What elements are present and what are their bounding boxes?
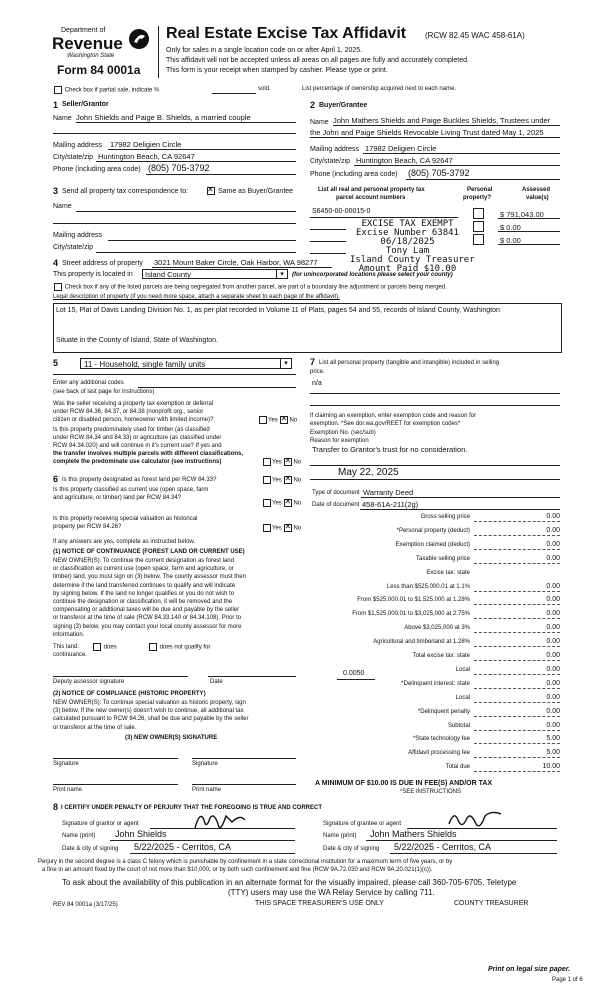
tax-row-line <box>474 604 560 605</box>
new-owner-signature-1[interactable] <box>53 758 178 759</box>
personal-property-label: List all personal property (tangible and intangible) included in selling <box>319 360 500 366</box>
corr-name-field[interactable] <box>76 211 296 212</box>
seller-city-value[interactable]: Huntington Beach, CA 92647 <box>98 152 195 161</box>
partial-sale-row <box>53 86 159 94</box>
section5-number: 5 <box>53 358 59 368</box>
corr-city-field[interactable] <box>96 252 296 253</box>
tax-row-line <box>474 702 560 703</box>
alt-format-line-1: To ask about the availability of this publication in an alternate format for the visually impaired, please call 360-705-6705. Teletype <box>62 878 517 887</box>
historical-yes-no <box>262 524 301 532</box>
tax-row-value[interactable]: 0.00 <box>546 540 560 548</box>
land-use-select[interactable] <box>80 358 292 369</box>
buyer-name-line-2 <box>310 137 560 138</box>
deputy-date-label: Date <box>210 679 223 685</box>
assessed-header-1: Assessed <box>522 187 551 193</box>
buyer-name-value-1[interactable]: John Mathers Shields and Paige Buckles Shields, Trustees under <box>333 116 551 125</box>
tax-row-value[interactable]: 10.00 <box>542 763 560 771</box>
stamp-line-6: Amount Paid $10.00 <box>358 264 457 274</box>
corr-name-label: Name <box>53 203 72 210</box>
continuance-line: or classification as current use (open space, farm and agriculture, or <box>53 566 234 573</box>
assessed-value-3[interactable]: $ 0.00 <box>500 236 521 245</box>
buyer-name-value-2[interactable]: the John and Paige Shields Revocable Living Trust dated May 1, 2025 <box>310 128 544 137</box>
subtitle-3: This form is your receipt when stamped by cashier. Please type or print. <box>166 67 388 74</box>
deputy-date-field[interactable] <box>208 676 296 677</box>
legal-description-line-2: Situate in the County of Island, State of Washington. <box>56 337 219 344</box>
buyer-name-label: Name <box>310 119 329 126</box>
dept-label: Department of <box>61 27 106 34</box>
buyer-city-value[interactable]: Huntington Beach, CA 92647 <box>356 156 453 165</box>
timber-q-5: complete the predominate use calculator (see instructions) <box>53 459 222 465</box>
see-instructions-note: *SEE INSTRUCTIONS <box>400 789 462 795</box>
tax-row-value[interactable]: 0.00 <box>546 596 560 604</box>
page-number: Page 1 of 6 <box>552 977 583 983</box>
parcel-line-2 <box>310 229 346 230</box>
corr-city-label: City/state/zip <box>53 244 94 251</box>
grantor-name-value[interactable]: John Shields <box>115 829 167 839</box>
parcel-line-3 <box>310 241 346 242</box>
continuance-body <box>53 557 246 639</box>
exemption-claim-2: exemption. *See dor.wa.gov/REET for exemption codes* <box>310 421 461 427</box>
list-pct-note: List percentage of ownership acquired next to each name. <box>302 86 457 92</box>
if-any-yes-note: If any answers are yes, complete as instructed below. <box>53 539 196 545</box>
buyer-phone-line <box>406 179 560 180</box>
tax-row-label: From $525,000.01 to $1,525,000 at 1.28% <box>357 597 470 604</box>
exemption-yes-checkbox[interactable] <box>259 416 267 424</box>
seller-name-value[interactable]: John Shields and Paige B. Shields, a married couple <box>76 113 251 122</box>
signature-label-2: Signature <box>192 761 218 767</box>
new-owner-print-1[interactable] <box>53 784 178 785</box>
current-use-yes-no <box>262 499 301 507</box>
chevron-down-icon[interactable]: ▾ <box>276 269 288 279</box>
exemption-no-label: Exemption No. (sec/sub) <box>310 430 376 436</box>
doc-date-label: Date of document <box>312 502 360 508</box>
tax-row-value[interactable]: 5.00 <box>546 735 560 743</box>
tax-row-label: Taxable selling price <box>415 555 470 562</box>
yes-label: Yes <box>272 525 282 532</box>
grantor-date-line <box>130 853 295 854</box>
does-not-checkbox[interactable] <box>149 643 157 651</box>
continuance-label: continuance. <box>53 652 88 658</box>
section2-number: 2 <box>310 100 316 110</box>
same-as-buyer-row <box>206 187 293 195</box>
subtitle-1: Only for sales in a single location code on or after April 1, 2025. <box>166 47 363 54</box>
tax-row-value[interactable]: 5.00 <box>546 749 560 757</box>
doc-type-label: Type of document <box>312 490 360 496</box>
tax-row-label: Local <box>455 694 470 701</box>
section6-number: 6 <box>53 474 59 484</box>
correspondence-label: Send all property tax correspondence to: <box>62 188 189 195</box>
see-back-note: (see back of last page for instructions) <box>53 389 155 395</box>
continuance-line: by signing below. If the land no longer qualifies or you do not wish to <box>53 590 235 597</box>
buyer-mailing-label: Mailing address <box>310 146 360 153</box>
tax-row-value[interactable]: 0.00 <box>546 665 560 673</box>
tax-row-label: Subtotal <box>447 722 470 729</box>
legal-paper-note: Print on legal size paper. <box>488 966 571 973</box>
reason-line <box>310 465 560 466</box>
local-rate-line <box>337 679 375 680</box>
no-label: No <box>293 477 302 484</box>
street-address-label: Street address of property <box>62 260 143 267</box>
tax-row-value[interactable]: 0.00 <box>546 610 560 618</box>
continuance-line: or transferor at the time of sale (RCW 84.33.140 or 84.34.108). Prior to <box>53 615 242 622</box>
timber-yes-no <box>262 458 301 466</box>
revenue-logo-text: Revenue <box>52 34 123 53</box>
forest-yes-no <box>262 476 301 484</box>
alt-format-line-2: (TTY) users may use the WA Relay Service by calling 711. <box>228 888 435 897</box>
continuance-line: determine if the land transferred continues to qualify and will indicate <box>53 582 236 589</box>
historical-no-checkbox[interactable] <box>284 524 292 532</box>
section5-divider <box>53 374 296 375</box>
timber-yes-checkbox[interactable] <box>263 458 271 466</box>
new-owner-signature-2[interactable] <box>192 758 296 759</box>
local-rate-value[interactable]: 0.0050 <box>343 670 365 677</box>
no-label: No <box>293 525 302 532</box>
tax-row-line <box>474 771 560 772</box>
corr-name-field-2[interactable] <box>53 223 296 224</box>
land-use-value: 11 - Household, single family units <box>84 360 206 369</box>
tax-row-label: Agricultural and timberland at 1.28% <box>373 639 470 646</box>
tax-row-label: Exemption claimed (deduct) <box>395 541 470 548</box>
form-number: Form 84 0001a <box>57 63 141 77</box>
current-use-q-1: Is this property classified as current use (open space, farm <box>53 487 209 493</box>
sold-label: sold. <box>258 86 271 92</box>
stamp-line-2: Excise Number 63841 <box>356 228 459 238</box>
buyer-heading: Buyer/Grantee <box>319 102 368 109</box>
section1-number: 1 <box>53 100 59 110</box>
new-owner-sig-title: (3) NEW OWNER(S) SIGNATURE <box>125 735 218 741</box>
assessed-line-3 <box>498 244 560 245</box>
yes-label: Yes <box>268 417 278 424</box>
tax-row-value[interactable]: 0.00 <box>546 554 560 562</box>
doc-date-line <box>360 509 560 510</box>
tax-row-line <box>474 674 560 675</box>
seller-city-label: City/state/zip <box>53 154 94 161</box>
grantor-signature-image <box>190 808 250 843</box>
tax-row-label: Above $3,025,000 at 3% <box>404 625 470 632</box>
does-label: does <box>103 644 117 651</box>
stamp-line-4: Tony Lam <box>385 246 430 256</box>
exemption-no-checkbox[interactable] <box>280 416 288 424</box>
assessed-line-2 <box>498 231 560 232</box>
deputy-signature-field[interactable] <box>53 676 188 677</box>
parcel-header-2: parcel account numbers <box>336 195 406 201</box>
tax-row-label: Local <box>455 666 470 673</box>
tax-row-value[interactable]: 0.00 <box>546 679 560 687</box>
yes-label: Yes <box>272 459 282 466</box>
additional-codes-field[interactable] <box>138 387 296 388</box>
grantor-name-line <box>110 840 295 841</box>
buyer-mailing-line <box>363 153 560 154</box>
compliance-line: NEW OWNER(S): To continue special valuation as historic property, sign <box>53 700 246 706</box>
buyer-phone-value[interactable]: (805) 705-3792 <box>408 168 470 178</box>
tax-row-label: Total excise tax: state <box>412 653 470 659</box>
subtitle-2: This affidavit will not be accepted unless all areas on all pages are fully and accurately completed. <box>166 57 469 64</box>
stamp-line-1: EXCISE TAX EXEMPT <box>361 219 454 229</box>
county-select[interactable] <box>142 269 288 279</box>
tax-row-value[interactable]: 0.00 <box>546 693 560 701</box>
street-address-value[interactable]: 3021 Mount Baker Circle, Oak Harbor, WA 98277 <box>154 258 318 267</box>
deputy-signature-label: Deputy assessor signature <box>53 679 125 685</box>
section4-number: 4 <box>53 258 59 268</box>
doc-date-value[interactable]: 458-61A-211(2g) <box>362 500 419 509</box>
no-label: No <box>289 417 298 424</box>
stamp-line-5: Island County Treasurer <box>350 255 475 265</box>
personal-property-value[interactable]: n/a <box>312 380 322 387</box>
exemption-reason-label: Reason for exemption <box>310 438 369 444</box>
partial-sale-checkbox[interactable] <box>54 86 62 94</box>
parcel-header-1: List all real and personal property tax <box>318 187 425 193</box>
tax-row-label: *Personal property (deduct) <box>396 527 470 534</box>
segregated-checkbox[interactable] <box>54 283 62 291</box>
tax-row-line <box>474 521 560 522</box>
print-name-label-1: Print name <box>53 787 83 793</box>
does-row <box>92 643 117 651</box>
timber-q-3: RCW 84.34.020) and will continue in it's current use? If yes and <box>53 443 222 449</box>
continuance-line: information. <box>53 631 85 638</box>
tax-row-line <box>474 632 560 633</box>
forest-yes-checkbox[interactable] <box>263 476 271 484</box>
tax-row-label: From $1,525,000.01 to $3,025,000 at 2.75% <box>352 611 470 618</box>
section7-number: 7 <box>310 357 316 367</box>
legal-description-field[interactable] <box>53 303 562 353</box>
tax-row-line <box>474 743 560 744</box>
street-line <box>152 267 332 268</box>
treasurer-use-label: THIS SPACE TREASURER'S USE ONLY <box>255 900 384 907</box>
tax-row-label: Total due <box>445 764 470 771</box>
seller-phone-line <box>146 174 296 175</box>
tax-row-line <box>474 660 560 661</box>
parcel-number-1[interactable]: S6450-00-00015-0 <box>312 208 371 215</box>
continuance-line: continue the designation or classification, it will be removed and the <box>53 599 233 606</box>
grantee-name-value[interactable]: John Mathers Shields <box>370 829 457 839</box>
form-rcw: (RCW 82.45 WAC 458-61A) <box>425 31 525 40</box>
continuance-line: NEW OWNER(S): To continue the current designation as forest land <box>53 558 234 564</box>
compliance-line: or transferor at the time of sale. <box>53 724 137 731</box>
tax-row-value[interactable]: 0.00 <box>546 513 560 520</box>
exemption-yes-no <box>258 416 297 424</box>
tax-row-label: *Delinquent penalty <box>417 708 470 715</box>
yes-label: Yes <box>272 500 282 507</box>
compliance-title: (2) NOTICE OF COMPLIANCE (HISTORIC PROPERTY) <box>53 691 206 697</box>
exemption-q-3: citizen or disabled person, homeowner with limited income)? <box>53 417 214 423</box>
form-title: Real Estate Excise Tax Affidavit <box>166 25 407 42</box>
no-label: No <box>293 459 302 466</box>
parcel-line-4 <box>310 253 346 254</box>
tax-row-value[interactable]: 0.00 <box>546 624 560 632</box>
does-checkbox[interactable] <box>93 643 101 651</box>
legal-description-label: Legal description of property (if you need more space, attach a separate sheet to each page of the affidavit). <box>53 294 340 300</box>
same-as-buyer-label: Same as Buyer/Grantee <box>217 187 294 195</box>
historical-q-2: property per RCW 84.26? <box>53 524 122 530</box>
grantee-name-label: Name (print) <box>323 833 357 839</box>
exemption-q-1: Was the seller receiving a property tax exemption or deferral <box>53 401 214 407</box>
continuance-line: timber) land, you must sign on (3) below. The county assessor must then <box>53 574 246 581</box>
grantor-date-label: Date & city of signing <box>62 846 119 852</box>
segregated-label: Check box if any of the listed parcels are being segregated from another parcel, are part of a boundary line adjustment or parcels being merged. <box>64 284 447 291</box>
perjury-line-1: Perjury in the second degree is a class C felony which is punishable by confinement in a state correctional institution for a maximum term of five years, or by <box>38 859 453 865</box>
tax-row-value[interactable]: 0.00 <box>546 582 560 590</box>
continuance-title: (1) NOTICE OF CONTINUANCE (FOREST LAND OR CURRENT USE) <box>53 549 245 555</box>
tax-row-label: Less than $525,000.01 at 1.1% <box>386 583 470 590</box>
continuance-line: signing (3) below, you may contact your local county assessor for more <box>53 623 242 630</box>
personal-property-checkbox-2[interactable] <box>473 221 484 232</box>
tax-row-value[interactable]: 0.00 <box>546 526 560 534</box>
legal-description-line-1: Lot 15, Plat of Davis Landing Division No. 1, as per plat recorded in Volume 11 of Plats, pages 54 and 55, records of Island County, Washington <box>56 307 500 314</box>
assessed-value-2[interactable]: $ 0.00 <box>500 223 521 232</box>
revision-label: REV 84 0001a (3/17/25) <box>53 902 118 908</box>
personal-property-line <box>310 393 560 394</box>
document-signed-date[interactable]: May 22, 2025 <box>338 467 399 478</box>
grantee-date-value[interactable]: 5/22/2025 - Cerritos, CA <box>394 842 492 852</box>
buyer-city-label: City/state/zip <box>310 158 351 165</box>
tax-row-value[interactable]: 0.00 <box>546 721 560 729</box>
exemption-reason-value[interactable]: Transfer to Grantor's trust for no consideration. <box>312 445 468 454</box>
county-select-value: Island County <box>145 270 191 279</box>
tax-row-line <box>474 730 560 731</box>
tax-row-label: *Delinquent interest: state <box>401 680 470 687</box>
current-use-q-2: and agriculture, or timber) land per RCW 84.34? <box>53 495 182 501</box>
tax-row-line <box>474 757 560 758</box>
seller-city-line <box>96 161 296 162</box>
does-not-label: does not qualify for <box>159 644 211 651</box>
tax-row-line <box>474 618 560 619</box>
assessed-line-1 <box>498 218 560 219</box>
seller-phone-value[interactable]: (805) 705-3792 <box>148 163 210 173</box>
tax-row-line <box>474 535 560 536</box>
unincorporated-note: (for unincorporated locations please select your county) <box>292 272 453 278</box>
segregated-row <box>53 283 447 291</box>
personal-property-checkbox-3[interactable] <box>473 234 484 245</box>
tax-row-label: *State technology fee <box>412 736 470 743</box>
yes-label: Yes <box>272 477 282 484</box>
header-divider <box>158 26 159 78</box>
tax-row-value[interactable]: 0.00 <box>546 652 560 659</box>
doc-type-line <box>361 497 560 498</box>
corr-mailing-label: Mailing address <box>53 232 103 239</box>
timber-q-2: under RCW 84.34 and 84.33) or agriculture (as classified under <box>53 435 222 441</box>
tax-row-line <box>474 591 560 592</box>
grantee-date-line <box>390 853 557 854</box>
parcel-line-1 <box>310 217 458 218</box>
date-line <box>310 479 560 480</box>
compliance-line: calculated pursuant to RCW 84.26, shall be due and payable by the seller <box>53 716 249 723</box>
grantee-name-line <box>366 840 557 841</box>
personal-property-checkbox-1[interactable] <box>473 208 484 219</box>
grantor-name-label: Name (print) <box>62 833 96 839</box>
personal-property-label-2: price. <box>310 369 325 375</box>
buyer-city-line <box>354 165 560 166</box>
seller-name-line-2 <box>53 133 296 134</box>
revenue-logo-icon <box>128 28 150 50</box>
tax-row-label: Excise tax: state <box>426 569 470 576</box>
seller-heading: Seller/Grantor <box>62 101 109 108</box>
tax-row-line <box>474 646 560 647</box>
historical-q-1: Is this property receiving special valuation as historical <box>53 516 198 522</box>
section3-number: 3 <box>53 186 59 196</box>
buyer-name-line <box>333 125 560 126</box>
seller-name-label: Name <box>53 115 72 122</box>
located-in-label: This property is located in <box>53 271 133 278</box>
buyer-mailing-value[interactable]: 17982 Deligien Circle <box>365 144 437 153</box>
personal-property-line-2 <box>310 405 560 406</box>
partial-sale-label: Check box if partial sale, indicate % <box>64 87 160 94</box>
tax-row-value[interactable]: 0.00 <box>546 638 560 646</box>
doc-type-value[interactable]: Warranty Deed <box>363 488 414 497</box>
personal-header-2: property? <box>463 195 492 201</box>
exemption-claim-1: If claiming an exemption, enter exemption code and reason for <box>310 413 477 419</box>
does-not-row <box>148 643 210 651</box>
this-land-label: This land: <box>53 644 80 650</box>
exemption-q-2: under RCW 84.36, 84.37, or 84.38 (nonprofit org., senior <box>53 409 204 415</box>
stamp-line-3: 06/18/2025 <box>380 237 435 247</box>
seller-name-line <box>76 122 296 123</box>
forest-no-checkbox[interactable] <box>284 476 292 484</box>
grantee-signature-label: Signature of grantee or agent <box>323 821 402 827</box>
perjury-line-2: a fine in an amount fixed by the court of not more than $10,000, or by both such confinement and fine (RCW 9A.72.030 and RCW 9A.20.021(1)(c)). <box>42 867 433 873</box>
seller-mailing-value[interactable]: 17982 Deligien Circle <box>110 140 182 149</box>
seller-phone-label: Phone (including area code) <box>53 166 141 173</box>
section8-number: 8 <box>53 802 59 812</box>
state-label: Washington State <box>67 53 115 59</box>
tax-row-line <box>474 563 560 564</box>
tax-row-value[interactable]: 0.00 <box>546 707 560 715</box>
corr-mailing-field[interactable] <box>108 240 296 241</box>
partial-pct-field[interactable] <box>212 93 256 94</box>
treasurer-stamp <box>350 219 475 274</box>
forest-land-q: Is this property designated as forest land per RCW 84.33? <box>62 477 217 483</box>
new-owner-print-2[interactable] <box>192 784 296 785</box>
timber-no-checkbox[interactable] <box>284 458 292 466</box>
tax-row-line <box>474 716 560 717</box>
grantor-signature-label: Signature of grantor or agent <box>62 821 139 827</box>
signature-label-1: Signature <box>53 761 79 767</box>
buyer-phone-label: Phone (including area code) <box>310 171 398 178</box>
no-label: No <box>293 500 302 507</box>
assessed-value-1[interactable]: $ 791,043.00 <box>500 210 544 219</box>
seller-mailing-label: Mailing address <box>53 142 103 149</box>
certify-statement: I CERTIFY UNDER PENALTY OF PERJURY THAT THE FOREGOING IS TRUE AND CORRECT <box>61 805 323 811</box>
timber-q-1: Is this property predominately used for timber (as classified <box>53 427 210 433</box>
compliance-line: (3) below. If the new owner(s) doesn't wish to continue, all additional tax <box>53 708 244 715</box>
grantee-date-label: Date & city of signing <box>323 846 380 852</box>
continuance-line: compensating or additional taxes will be due and payable by the seller <box>53 607 240 614</box>
chevron-down-icon[interactable]: ▾ <box>280 358 292 369</box>
additional-codes-label: Enter any additional codes <box>53 380 124 386</box>
timber-q-4: the transfer involves multiple parcels with different classifications, <box>53 451 244 457</box>
current-use-no-checkbox[interactable] <box>284 499 292 507</box>
tax-row-label: Gross selling price <box>420 514 470 520</box>
tax-row-label: Affidavit processing fee <box>408 750 470 757</box>
county-treasurer-label: COUNTY TREASURER <box>454 900 529 907</box>
assessed-header-2: value(s) <box>526 195 549 201</box>
same-as-buyer-checkbox[interactable] <box>207 187 215 195</box>
seller-mailing-line <box>108 149 296 150</box>
tax-row-line <box>474 549 560 550</box>
tax-row-line <box>474 688 560 689</box>
personal-header-1: Personal <box>467 187 493 193</box>
historical-yes-checkbox[interactable] <box>263 524 271 532</box>
grantor-date-value[interactable]: 5/22/2025 - Cerritos, CA <box>134 842 232 852</box>
compliance-body <box>53 699 248 732</box>
current-use-yes-checkbox[interactable] <box>263 499 271 507</box>
minimum-due-note: A MINIMUM OF $10.00 IS DUE IN FEE(S) AND/OR TAX <box>315 780 493 787</box>
print-name-label-2: Print name <box>192 787 222 793</box>
